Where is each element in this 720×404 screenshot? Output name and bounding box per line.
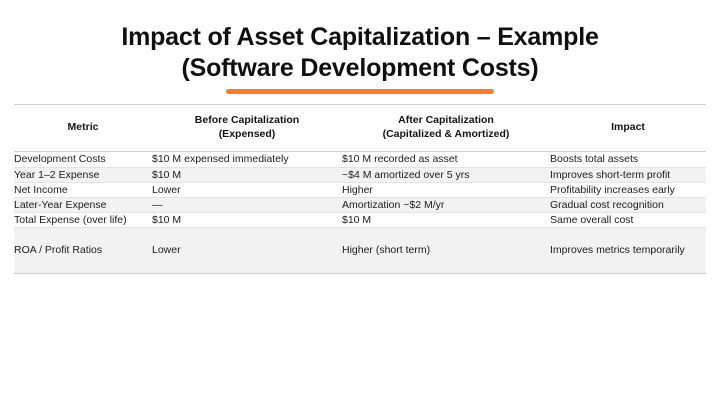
- table-row: [14, 152, 706, 167]
- table-header: [14, 105, 706, 152]
- cell-impact: Gradual cost recognition: [550, 197, 706, 212]
- cell-impact: Boosts total assets: [550, 152, 706, 167]
- cell-metric: ROA / Profit Ratios: [14, 228, 152, 274]
- table-row: [14, 228, 706, 274]
- table-row: [14, 167, 706, 182]
- table-header-row: [14, 105, 706, 152]
- title-line-1: Impact of Asset Capitalization – Example: [121, 23, 599, 51]
- cell-after: Higher (short term): [342, 228, 550, 274]
- column-header-before: [152, 105, 342, 152]
- cell-metric: Net Income: [14, 182, 152, 197]
- column-header-before-sub: (Expensed): [218, 128, 276, 141]
- cell-before: Lower: [152, 182, 342, 197]
- cell-metric: Year 1–2 Expense: [14, 167, 152, 182]
- cell-impact: Profitability increases early: [550, 182, 706, 197]
- slide-title: [14, 22, 706, 83]
- column-header-before-label: Before Capitalization: [194, 114, 300, 126]
- cell-before: —: [152, 197, 342, 212]
- cell-impact: Improves short-term profit: [550, 167, 706, 182]
- cell-after: $10 M: [342, 213, 550, 228]
- cell-metric: Development Costs: [14, 152, 152, 167]
- title-underline-wrap: [14, 89, 706, 94]
- cell-metric: Total Expense (over life): [14, 213, 152, 228]
- column-header-impact-label: Impact: [611, 121, 645, 134]
- column-header-after-label: After Capitalization: [398, 114, 494, 126]
- cell-before: $10 M: [152, 213, 342, 228]
- table-row: [14, 182, 706, 197]
- cell-impact: Same overall cost: [550, 213, 706, 228]
- table-row: [14, 213, 706, 228]
- cell-metric: Later-Year Expense: [14, 197, 152, 212]
- column-header-after-sub: (Capitalized & Amortized): [382, 128, 510, 141]
- column-header-after: [342, 105, 550, 152]
- cell-impact: Improves metrics temporarily: [550, 228, 706, 274]
- table-body: [14, 152, 706, 274]
- cell-after: Higher: [342, 182, 550, 197]
- column-header-impact: [550, 105, 706, 152]
- column-header-metric-label: Metric: [67, 121, 99, 134]
- cell-after: Amortization ~$2 M/yr: [342, 197, 550, 212]
- table-row: [14, 197, 706, 212]
- title-underline: [226, 89, 494, 94]
- cell-before: Lower: [152, 228, 342, 274]
- cell-before: $10 M expensed immediately: [152, 152, 342, 167]
- title-line-2: (Software Development Costs): [181, 53, 539, 82]
- comparison-table: [14, 104, 706, 274]
- cell-after: ~$4 M amortized over 5 yrs: [342, 167, 550, 182]
- cell-before: $10 M: [152, 167, 342, 182]
- column-header-metric: [14, 105, 152, 152]
- cell-after: $10 M recorded as asset: [342, 152, 550, 167]
